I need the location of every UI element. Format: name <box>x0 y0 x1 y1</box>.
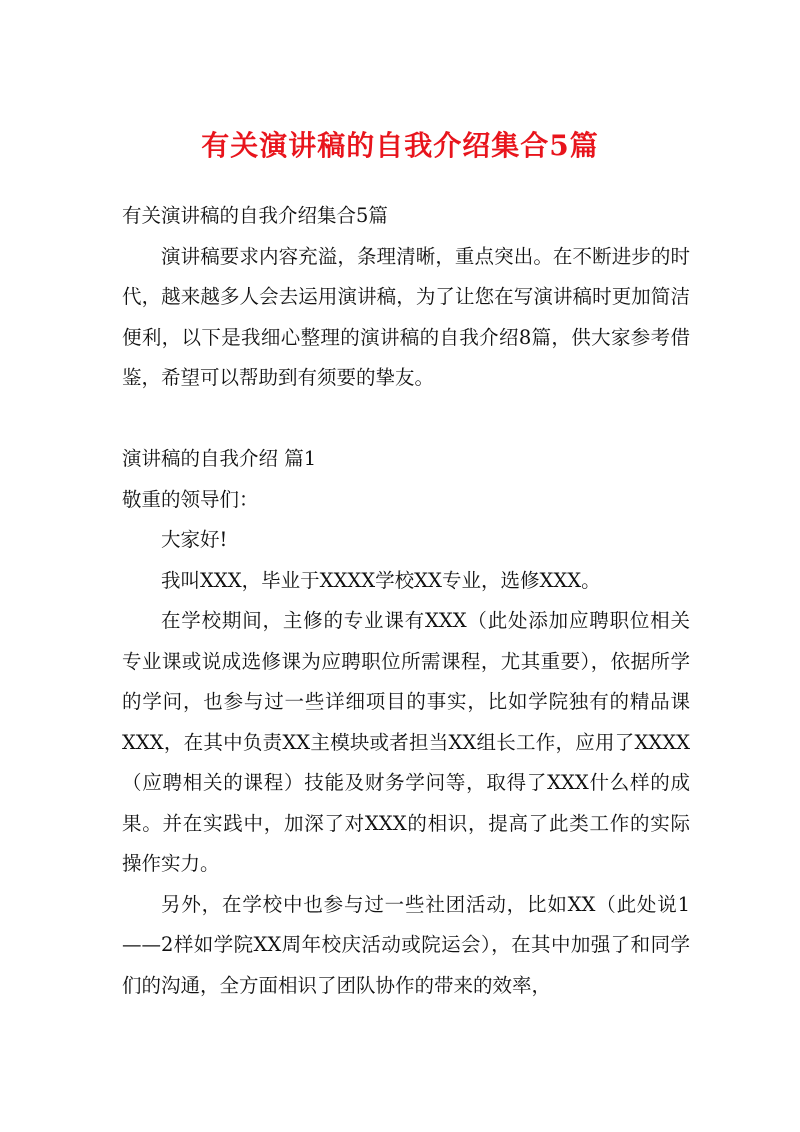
salutation-paragraph: 敬重的领导们： <box>122 487 259 511</box>
name-paragraph: 我叫XXX，毕业于XXXX学校XX专业，选修XXX。 <box>161 568 601 592</box>
activities-paragraph: 另外，在学校中也参与过一些社团活动，比如XX（此处说1——2样如学院XX周年校庆活动或院运会），在其中加强了和同学们的沟通，全方面相识了团队协作的带来的效率， <box>122 892 690 997</box>
document-body <box>122 196 690 1006</box>
document-title: 有关演讲稿的自我介绍集合5篇 <box>201 129 599 162</box>
section-heading: 演讲稿的自我介绍 篇1 <box>122 447 317 470</box>
subtitle-paragraph: 有关演讲稿的自我介绍集合5篇 <box>122 204 388 227</box>
study-paragraph: 在学校期间，主修的专业课有XXX（此处添加应聘职位相关专业课或说成选修课为应聘职位所需课程，尤其重要），依据所学的学问，也参与过一些详细项目的事实，比如学院独有的精品课XXX，在其中负责XX主模块或者担当XX组长工作，应用了XXXX（应聘相关的课程）技能及财务学问等，取得了XXX什么样的成果。并在实践中，加深了对XXX的相识，提高了此类工作的实际操作实力。 <box>122 609 690 875</box>
intro-paragraph: 演讲稿要求内容充溢，条理清晰，重点突出。在不断进步的时代，越来越多人会去运用演讲稿，为了让您在写演讲稿时更加简洁便利，以下是我细心整理的演讲稿的自我介绍8篇，供大家参考借鉴，希望可以帮助到有须要的挚友。 <box>122 244 690 389</box>
greeting-paragraph: 大家好! <box>161 528 228 551</box>
paragraph-spacer <box>122 399 690 440</box>
